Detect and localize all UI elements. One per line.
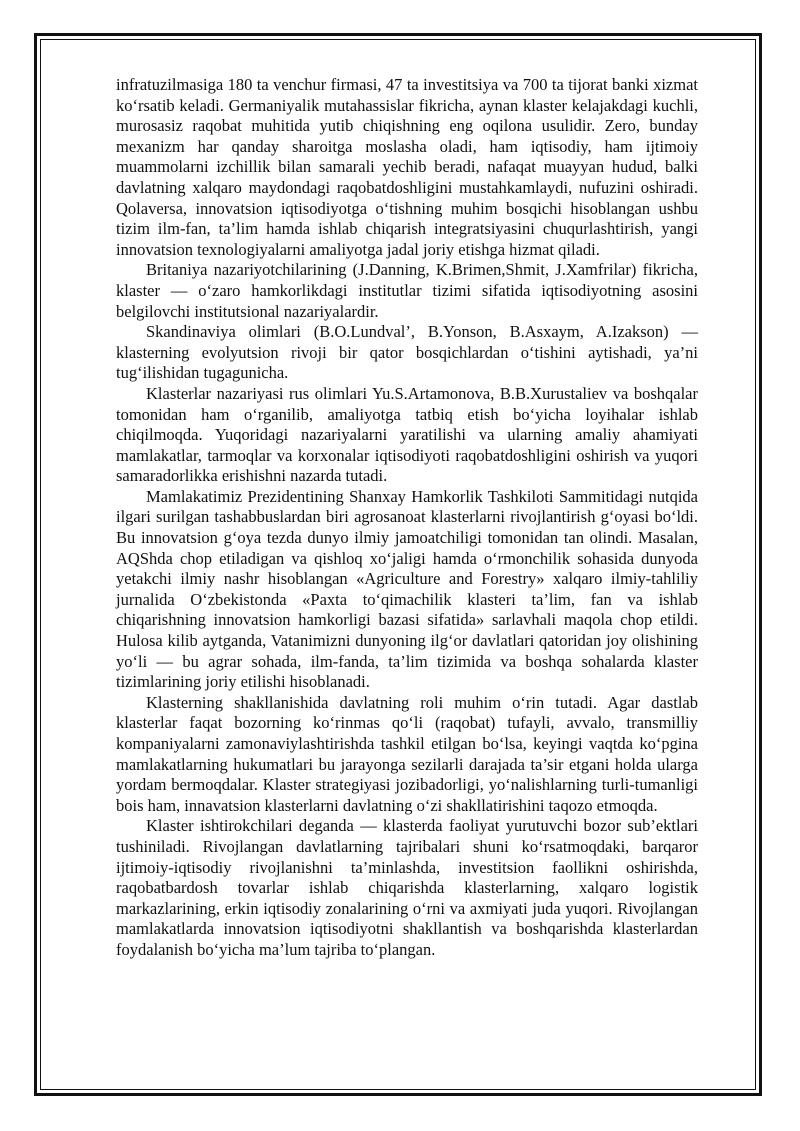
paragraph-4: Klasterlar nazariyasi rus olimlari Yu.S.Artamonova, B.B.Xurustaliev va boshqalar tomonidan ham o‘rganilib, amaliyotga tatbiq etish bo‘yicha loyihalar ishlab chiqilmoqda. Yuqoridagi nazariyalarni yaratilishi va ularning amaliy ahamiyati mamlakatlar, tarmoqlar va korxonalar iqtisodiyoti raqobatdoshligini oshirish va yuqori samaradorlikka erishishni nazarda tutadi. [116, 383, 698, 486]
paragraph-6: Klasterning shakllanishida davlatning roli muhim o‘rin tutadi. Agar dastlab klasterlar faqat bozorning ko‘rinmas qo‘li (raqobat) tufayli, avvalo, transmilliy kompaniyalarni zamonaviylashtirishda tashkil etilgan bo‘lsa, keyingi vaqtda ko‘pgina mamlakatlarning hukumatlari bu jarayonga sezilarli darajada ta’sir etgani holda ularga yordam bermoqdalar. Klaster strategiyasi jozibadorligi, yo‘nalishlarning turli-tumanligi bois ham, innavatsion klasterlarni davlatning o‘zi shakllatirishini taqozo etmoqda. [116, 692, 698, 815]
paragraph-3: Skandinaviya olimlari (B.O.Lundval’, B.Yonson, B.Asxaym, A.Izakson) — klasterning evolyutsion rivoji bir qator bosqichlardan o‘tishini aytishadi, ya’ni tug‘ilishidan tugagunicha. [116, 322, 698, 383]
paragraph-1: infratuzilmasiga 180 ta venchur firmasi, 47 ta investitsiya va 700 ta tijorat banki xizmat ko‘rsatib keladi. Germaniyalik mutahassislar fikricha, aynan klaster kelajakdagi kuchli, murosasiz raqobat muhitida yutib chiqishning eng oqilona usulidir. Zero, bunday mexanizm har qanday sharoitga moslasha oladi, ham iqtisodiy, ham ijtimoiy muammolarni izchillik bilan samarali yechib beradi, nafaqat muayyan hudud, balki davlatning xalqaro maydondagi raqobatdoshligini mustahkamlaydi, nufuzini oshiradi. Qolaversa, innovatsion iqtisodiyotga o‘tishning muhim bosqichi hisoblangan ushbu tizim ilm-fan, ta’lim hamda ishlab chiqarish integratsiyasini chuqurlashtirish, yangi innovatsion texnologiyalarni amaliyotga jadal joriy etishga hizmat qiladi. [116, 75, 698, 259]
document-body [116, 75, 698, 961]
paragraph-5: Mamlakatimiz Prezidentining Shanxay Hamkorlik Tashkiloti Sammitidagi nutqida ilgari surilgan tashabbuslardan biri agrosanoat klasterlarni rivojlantirish g‘oyasi bo‘ldi. Bu innovatsion g‘oya tezda dunyo ilmiy jamoatchiligi tomonidan tan olindi. Masalan, AQShda chop etiladigan va qishloq xo‘jaligi hamda o‘rmonchilik sohasida dunyoda yetakchi ilmiy nashr hisoblangan «Agriculture and Forestry» xalqaro ilmiy-tahliliy jurnalida O‘zbekistonda «Paxta to‘qimachilik klasteri ta’lim, fan va ishlab chiqarishning innovatsion hamkorligi bazasi sifatida» sarlavhali maqola chop etildi. Hulosa kilib aytganda, Vatanimizni dunyoning ilg‘or davlatlari qatoridan joy olishining yo‘li — bu agrar sohada, ilm-fanda, ta’lim tizimida va boshqa sohalarda klaster tizimlarining joriy etilishi hisoblanadi. [116, 486, 698, 692]
paragraph-7: Klaster ishtirokchilari deganda — klasterda faoliyat yurutuvchi bozor sub’ektlari tushiniladi. Rivojlangan davlatlarning tajribalari shuni ko‘rsatmoqdaki, barqaror ijtimoiy-iqtisodiy rivojlanishni ta’minlashda, investitsion faollikni oshirishda, raqobatbardosh tovarlar ishlab chiqarishda klasterlarning, xalqaro logistik markazlarining, erkin iqtisodiy zonalarining o‘rni va axmiyati juda yuqori. Rivojlangan mamlakatlarda innovatsion iqtisodiyotni shakllantish va boshqarishda klasterlardan foydalanish bo‘yicha ma’lum tajriba to‘plangan. [116, 816, 698, 959]
paragraph-2: Britaniya nazariyotchilarining (J.Danning, K.Brimen,Shmit, J.Xamfrilar) fikricha, klaster — o‘zaro hamkorlikdagi institutlar tizimi sifatida iqtisodiyotning asosini belgilovchi institutsional nazariyalardir. [116, 260, 698, 321]
